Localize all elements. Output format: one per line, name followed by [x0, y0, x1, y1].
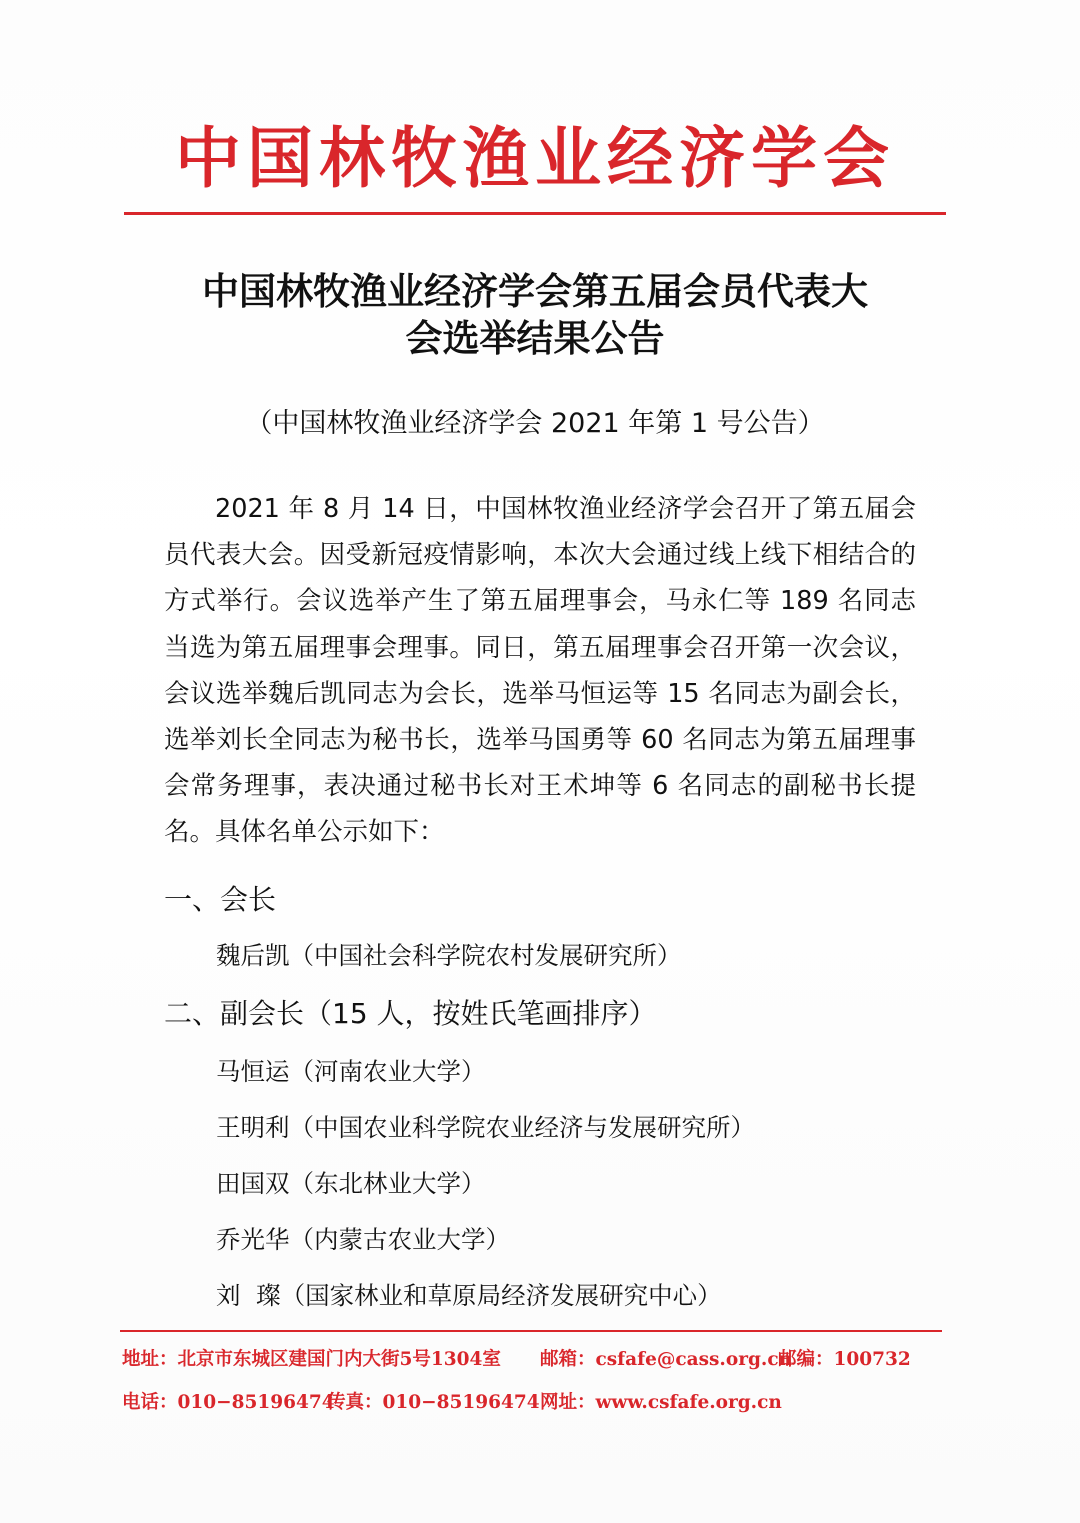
body-paragraph: 2021 年 8 月 14 日，中国林牧渔业经济学会召开了第五届会员代表大会。因受新冠疫情影响，本次大会通过线上线下相结合的方式举行。会议选举产生了第五届理事会，马永仁等 189 名同志当选为第五届理事会理事。同日，第五届理事会召开第一次会议，会议选举魏后凯同志为会长，选举马恒运等 15 名同志为副会长，选举刘长全同志为秘书长，选举马国勇等 60 名同志为第五届理事会常务理事，表决通过秘书长对王术坤等 6 名同志的副秘书长提名。具体名单公示如下： — [164, 494, 916, 848]
footer-phone: 电话：010−85196474 — [122, 1392, 335, 1413]
document-title-line-2: 会选举结果公告 — [405, 317, 665, 360]
footer-website: 网址：www.csfafe.org.cn — [540, 1392, 782, 1413]
document-subtitle: （中国林牧渔业经济学会 2021 年第 1 号公告） — [245, 408, 825, 439]
footer-email: 邮箱：csfafe@cass.org.cn — [540, 1349, 793, 1370]
footer-fax: 传真：010−85196474 — [327, 1392, 540, 1413]
vice-president-entry-4: 乔光华（内蒙古农业大学） — [216, 1225, 510, 1254]
section-heading-president: 一、会长 — [164, 883, 277, 916]
vice-president-entry-3: 田国双（东北林业大学） — [216, 1169, 486, 1198]
section-heading-vice-presidents: 二、副会长（15 人，按姓氏笔画排序） — [164, 997, 657, 1030]
footer-postcode: 邮编：100732 — [778, 1349, 911, 1370]
document-title-line-1: 中国林牧渔业经济学会第五届会员代表大 — [202, 270, 868, 313]
letterhead-divider — [124, 212, 946, 215]
document-title — [130, 268, 940, 362]
vice-president-entry-5: 刘 璨（国家林业和草原局经济发展研究中心） — [216, 1281, 722, 1310]
vice-president-entry-1: 马恒运（河南农业大学） — [216, 1057, 486, 1086]
footer-divider — [120, 1330, 942, 1332]
footer-address: 地址：北京市东城区建国门内大街5号1304室 — [122, 1349, 501, 1370]
president-entry: 魏后凯（中国社会科学院农村发展研究所） — [216, 941, 682, 970]
vice-president-entry-2: 王明利（中国农业科学院农业经济与发展研究所） — [216, 1113, 755, 1142]
letterhead-org-name: 中国林牧渔业经济学会 — [175, 119, 895, 197]
